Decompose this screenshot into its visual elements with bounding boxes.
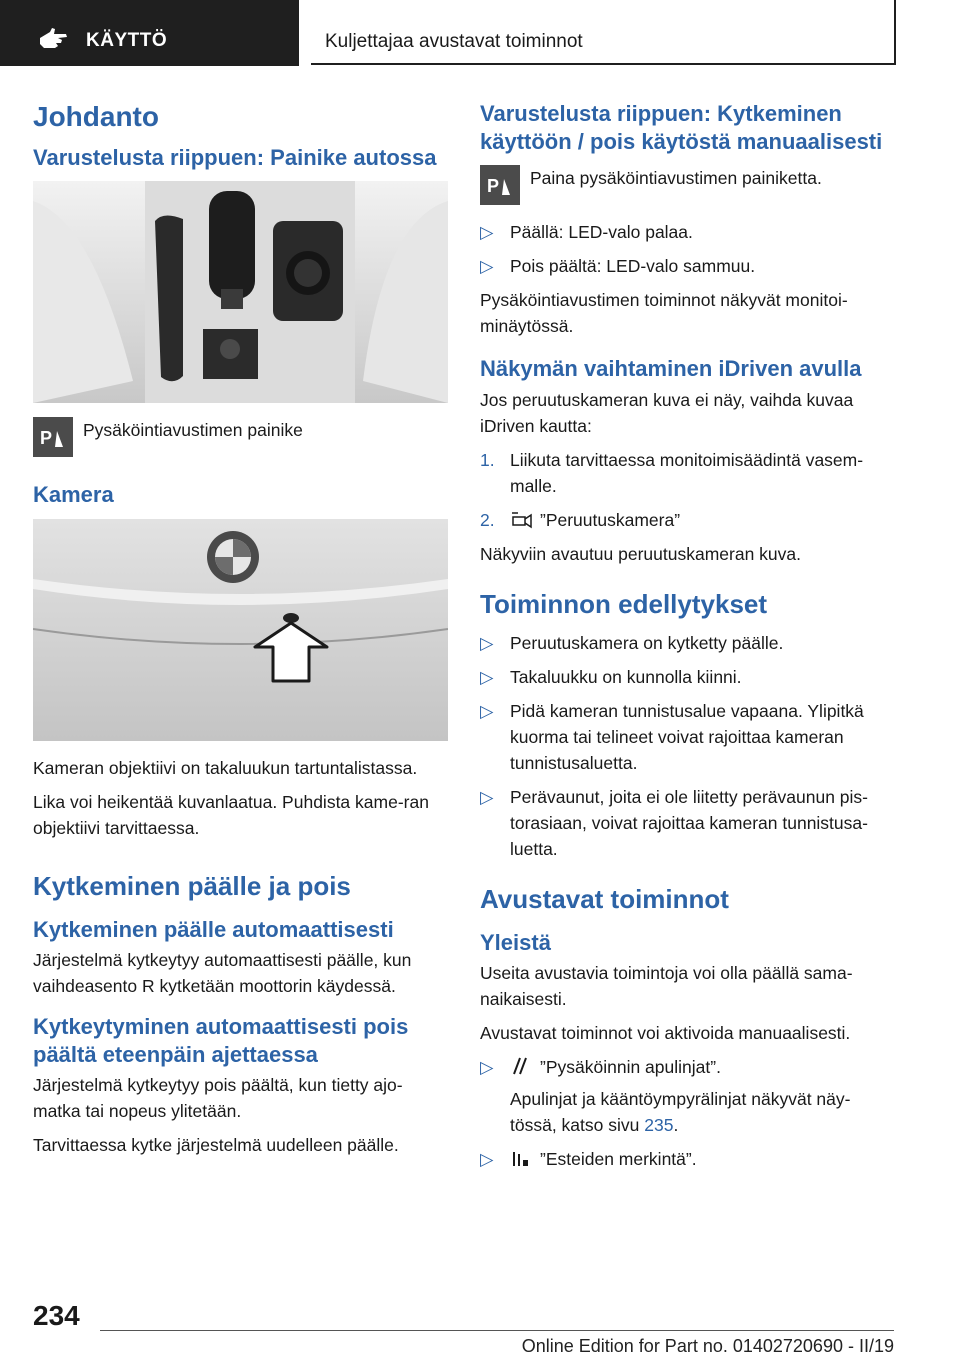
assist-item1-detail: Apulinjat ja kääntöympyrälinjat näkyvät näy-tössä, katso sivu 235. xyxy=(510,1089,851,1136)
console-photo xyxy=(33,181,448,403)
manual-icon-row xyxy=(480,165,895,205)
manual-paragraph: Pysäköintiavustimen toiminnot näkyvät monitoi-minäytössä. xyxy=(480,290,848,336)
bullet-icon: ▷ xyxy=(480,1057,494,1078)
chapter-title: Kuljettajaa avustavat toiminnot xyxy=(325,31,583,52)
bullet-icon: ▷ xyxy=(480,222,494,242)
parking-assist-icon xyxy=(33,417,73,457)
camera-paragraph-2: Lika voi heikentää kuvanlaatua. Puhdista kame-ran objektiivi tarvittaessa. xyxy=(33,791,429,838)
list-item: ▷ ”Esteiden merkintä”. xyxy=(480,1146,895,1172)
heading-requirements: Toiminnon edellytykset xyxy=(480,588,768,619)
left-column xyxy=(33,100,448,1166)
right-column xyxy=(480,100,895,1180)
list-item: ▷ Päällä: LED-valo palaa. xyxy=(480,219,895,245)
heading-intro: Johdanto xyxy=(33,101,159,132)
heading-camera: Kamera xyxy=(33,482,114,508)
svg-text:P: P xyxy=(487,176,500,196)
list-item: ▷ Peruutuskamera on kytketty päälle. xyxy=(480,630,895,656)
camera-menu-icon xyxy=(510,509,532,529)
bullet-icon: ▷ xyxy=(480,632,494,653)
auto-on-paragraph: Järjestelmä kytkeytyy automaattisesti päälle, kun vaihdeasento R kytketään moottorin käydessä. xyxy=(33,950,412,997)
idrive-steps xyxy=(480,447,895,533)
heading-idrive: Näkymän vaihtaminen iDriven avulla xyxy=(480,356,862,381)
requirements-list xyxy=(480,630,895,862)
idrive-result: Näkyviin avautuu peruutuskameran kuva. xyxy=(480,543,802,564)
bullet-icon: ▷ xyxy=(480,700,494,721)
button-caption: Pysäköintiavustimen painike xyxy=(83,420,303,441)
list-item: ▷ Takaluukku on kunnolla kiinni. xyxy=(480,664,895,690)
general-paragraph-1: Useita avustavia toimintoja voi olla päällä sama-naikaisesti. xyxy=(480,963,853,1010)
edition-text: Online Edition for Part no. 01402720690 - II/19 xyxy=(521,1336,894,1356)
heading-button: Varustelusta riippuen: Painike autossa xyxy=(33,144,437,170)
idrive-paragraph: Jos peruutuskameran kuva ei näy, vaihda kuvaa iDriven kautta: xyxy=(480,389,854,436)
list-item: 2. ”Peruutuskamera” xyxy=(480,509,681,530)
page-link[interactable]: 235 xyxy=(644,1115,674,1136)
tailgate-illustration xyxy=(33,519,448,741)
obstacle-marking-icon xyxy=(510,1148,532,1168)
manual-status-list xyxy=(480,219,895,279)
camera-photo xyxy=(33,519,448,741)
page-number: 234 xyxy=(33,1300,80,1331)
list-item: ▷ ”Pysäköinnin apulinjat”. Apulinjat ja kääntöympyrälinjat näkyvät näy-tössä, katso sivu 235. xyxy=(480,1054,895,1138)
heading-on-off: Kytkeminen päälle ja pois xyxy=(33,870,351,901)
bullet-icon: ▷ xyxy=(480,666,494,687)
footer-divider xyxy=(100,1330,894,1331)
list-item: ▷ Perävaunut, joita ei ole liitetty perävaunun pis-torasiaan, voivat rajoittaa kameran tunnistusa-luetta. xyxy=(480,784,895,862)
hand-icon xyxy=(36,26,70,52)
heading-auto-off: Kytkeytyminen automaattisesti pois päältä eteenpäin ajettaessa xyxy=(33,1014,409,1067)
auto-off-paragraph-1: Järjestelmä kytkeytyy pois päältä, kun tietty ajo-matka tai nopeus ylitetään. xyxy=(33,1075,403,1122)
chapter-header xyxy=(311,0,896,65)
bullet-icon: ▷ xyxy=(480,786,494,807)
list-item: ▷ Pidä kameran tunnistusalue vapaana. Ylipitkä kuorma tai telineet voivat rajoittaa kameran tunnistusaluetta. xyxy=(480,698,895,776)
heading-auto-on: Kytkeminen päälle automaattisesti xyxy=(33,916,394,942)
bullet-icon: ▷ xyxy=(480,256,494,276)
console-illustration xyxy=(33,181,448,403)
list-item: 1. Liikuta tarvittaessa monitoimisäädintä vasem-malle. xyxy=(480,449,864,496)
svg-text:P: P xyxy=(40,428,53,449)
section-title: KÄYTTÖ xyxy=(86,30,168,51)
heading-general: Yleistä xyxy=(480,929,551,955)
parking-assist-icon xyxy=(480,165,520,205)
heading-manual: Varustelusta riippuen: Kytkeminen käyttöön / pois käytöstä manuaalisesti xyxy=(480,101,883,154)
section-tab xyxy=(0,0,299,66)
assist-list xyxy=(480,1054,895,1172)
bullet-icon: ▷ xyxy=(480,1149,494,1170)
parking-button-caption-row xyxy=(33,417,448,457)
camera-paragraph-1: Kameran objektiivi on takaluukun tartuntalistassa. xyxy=(33,757,418,778)
general-paragraph-2: Avustavat toiminnot voi aktivoida manuaalisesti. xyxy=(480,1023,851,1044)
list-item: ▷ Pois päältä: LED-valo sammuu. xyxy=(480,253,895,279)
heading-assist: Avustavat toiminnot xyxy=(480,883,729,914)
auto-off-paragraph-2: Tarvittaessa kytke järjestelmä uudelleen päälle. xyxy=(33,1135,399,1156)
guide-lines-icon xyxy=(510,1056,532,1076)
manual-instruction: Paina pysäköintiavustimen painiketta. xyxy=(530,168,822,188)
